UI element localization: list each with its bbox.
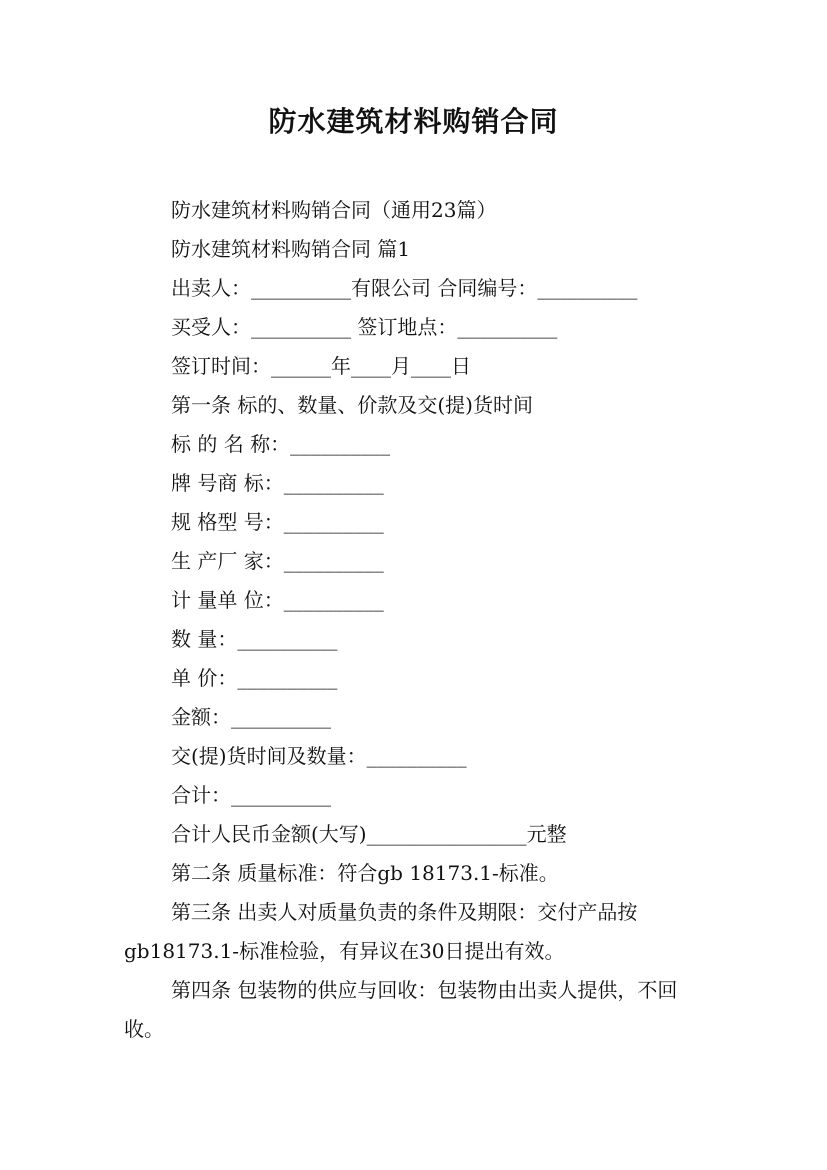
document-line: 防水建筑材料购销合同 篇1 [171, 237, 411, 261]
document-line: 签订时间：______年____月____日 [171, 354, 471, 378]
document-line: 单 价：__________ [171, 666, 338, 690]
document-line: 规 格型 号：__________ [171, 510, 384, 534]
document-line: 金额：__________ [171, 705, 331, 729]
document-line: 出卖人：__________有限公司 合同编号：__________ [171, 276, 638, 300]
document-line: 交(提)货时间及数量：__________ [171, 744, 467, 768]
document-line: 合计人民币金额(大写)________________元整 [171, 822, 567, 846]
document-line: 标 的 名 称：__________ [171, 432, 391, 456]
document-line: 买受人：__________ 签订地点：__________ [171, 315, 558, 339]
document-line: 生 产厂 家：__________ [171, 549, 384, 573]
document-body [124, 191, 704, 1049]
document-line: 数 量：__________ [171, 627, 338, 651]
document-line: 计 量单 位：__________ [171, 588, 384, 612]
document-line: 第一条 标的、数量、价款及交(提)货时间 [171, 393, 533, 417]
document-paragraph: 第三条 出卖人对质量负责的条件及期限：交付产品按gb18173.1-标准检验，有异议在30日提出有效。 [124, 900, 638, 963]
document-paragraph: 第四条 包装物的供应与回收：包装物由出卖人提供，不回收。 [124, 978, 678, 1041]
document-title: 防水建筑材料购销合同 [268, 105, 559, 138]
document-line: 第二条 质量标准：符合gb 18173.1-标准。 [171, 861, 559, 885]
document-line: 合计：__________ [171, 783, 331, 807]
document-line: 牌 号商 标：__________ [171, 471, 384, 495]
document-line: 防水建筑材料购销合同（通用23篇） [171, 198, 497, 222]
